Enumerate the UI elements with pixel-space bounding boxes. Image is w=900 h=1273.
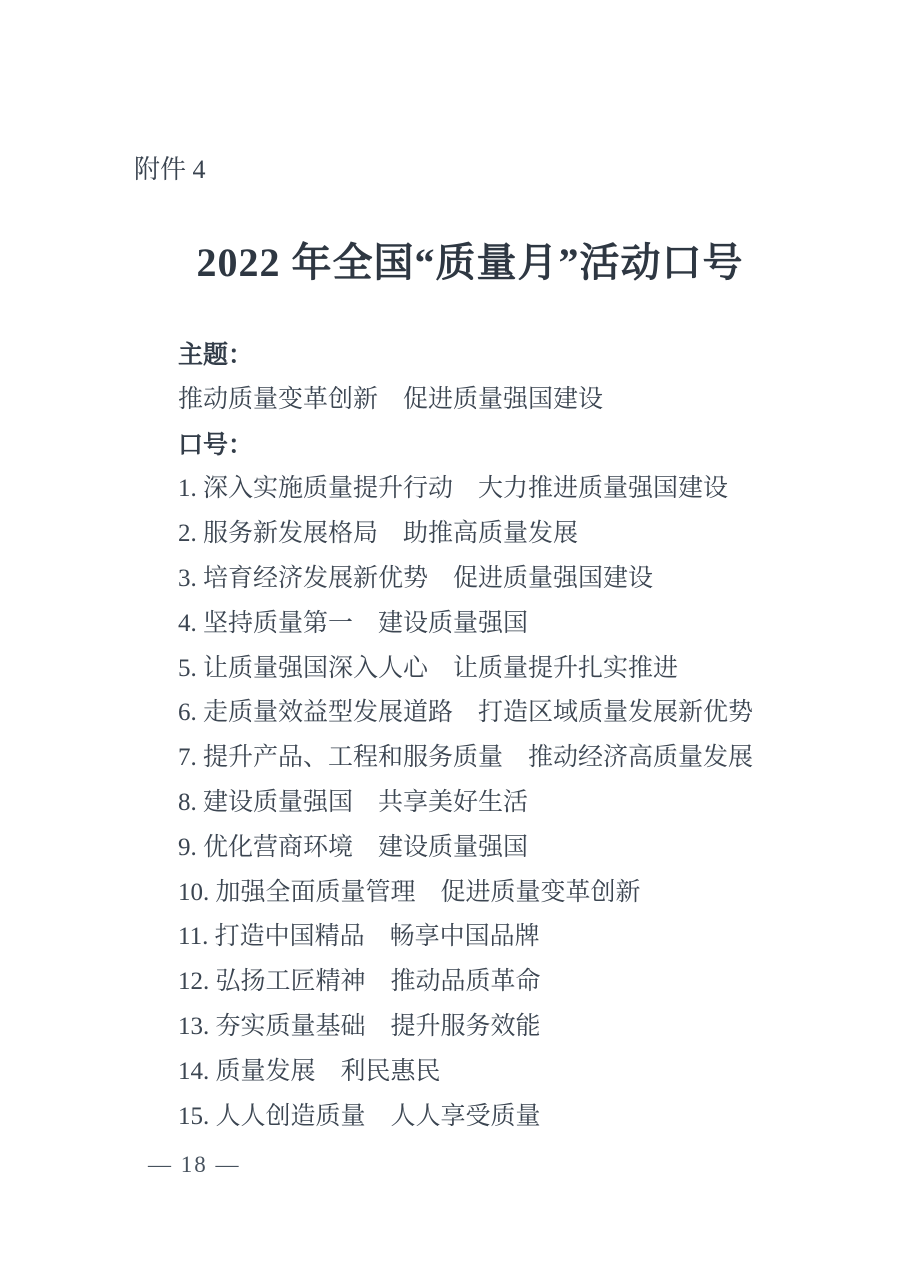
slogan-item: 13. 夯实质量基础 提升服务效能: [178, 1012, 541, 1040]
slogan-item: 2. 服务新发展格局 助推高质量发展: [178, 520, 579, 548]
attachment-label: 附件 4: [134, 155, 206, 184]
slogan-item: 8. 建设质量强国 共享美好生活: [178, 788, 529, 816]
theme-label: 主题：: [178, 341, 254, 369]
page-number: — 18 —: [148, 1152, 241, 1177]
theme-text: 推动质量变革创新 促进质量强国建设: [178, 385, 604, 413]
slogan-item: 14. 质量发展 利民惠民: [178, 1057, 441, 1085]
slogan-item: 11. 打造中国精品 畅享中国品牌: [178, 923, 540, 951]
document-body: [178, 333, 778, 1139]
slogan-item: 6. 走质量效益型发展道路 打造区域质量发展新优势: [178, 699, 754, 727]
slogan-item: 3. 培育经济发展新优势 促进质量强国建设: [178, 564, 654, 592]
document-title: 2022 年全国“质量月”活动口号: [196, 240, 744, 285]
slogan-item: 12. 弘扬工匠精神 推动品质革命: [178, 968, 541, 996]
slogan-item: 7. 提升产品、工程和服务质量 推动经济高质量发展: [178, 744, 754, 772]
slogan-item: 1. 深入实施质量提升行动 大力推进质量强国建设: [178, 475, 729, 503]
slogan-label: 口号：: [178, 430, 254, 459]
slogan-item: 4. 坚持质量第一 建设质量强国: [178, 609, 529, 637]
slogan-item: 5. 让质量强国深入人心 让质量提升扎实推进: [178, 654, 679, 682]
slogan-item: 15. 人人创造质量 人人享受质量: [178, 1102, 541, 1130]
slogan-item: 9. 优化营商环境 建设质量强国: [178, 833, 529, 861]
slogan-item: 10. 加强全面质量管理 促进质量变革创新: [178, 878, 641, 906]
